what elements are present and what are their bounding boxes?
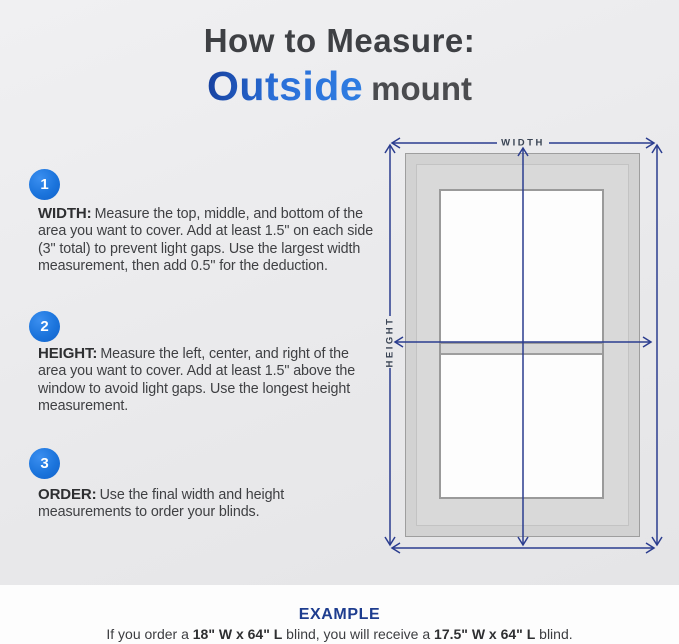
step-3-badge <box>29 448 60 479</box>
example-prefix: If you order a <box>106 626 193 642</box>
step-2-badge <box>29 311 60 342</box>
step-2-text <box>38 345 378 416</box>
title-suffix: mount <box>371 70 472 107</box>
title-line2 <box>0 63 679 110</box>
step-3-number: 3 <box>40 455 49 472</box>
height-dimension-label: HEIGHT <box>384 316 396 368</box>
height-arrow-right <box>652 145 662 545</box>
step-3-body: Use the final width and height measurements to order your blinds. <box>38 487 285 521</box>
step-1-text <box>38 205 378 276</box>
center-vertical-arrow <box>518 148 528 545</box>
step-2-label: HEIGHT: <box>38 345 98 362</box>
step-2-number: 2 <box>40 318 49 335</box>
width-dimension-label: WIDTH <box>501 137 545 149</box>
example-footer <box>0 585 679 644</box>
example-receive-size: 17.5" W x 64" L <box>434 626 536 642</box>
example-middle: blind, you will receive a <box>282 626 435 642</box>
title-line1: How to Measure: <box>203 22 476 59</box>
step-1-label: WIDTH: <box>38 205 92 222</box>
window-measurement-diagram <box>378 130 678 562</box>
page-title <box>0 22 679 110</box>
step-2-body: Measure the left, center, and right of the area you want to cover. Add at least 1.5" above the window to avoid light gaps. Use the longest height measurement. <box>38 346 356 415</box>
step-3-label: ORDER: <box>38 486 97 503</box>
step-1-badge <box>29 169 60 200</box>
step-1-number: 1 <box>40 176 49 193</box>
measurement-arrows <box>378 130 678 562</box>
title-highlight: Outside <box>207 63 364 109</box>
example-sentence <box>0 626 679 642</box>
step-3-text <box>38 486 378 522</box>
example-order-size: 18" W x 64" L <box>192 626 283 642</box>
example-heading: EXAMPLE <box>298 606 381 623</box>
step-1-body: Measure the top, middle, and bottom of the area you want to cover. Add at least 1.5" on each side (3" total) to prevent light gaps. Use the largest width measurement, then add 0.5" for the deduction. <box>38 206 374 275</box>
example-suffix: blind. <box>535 626 573 642</box>
